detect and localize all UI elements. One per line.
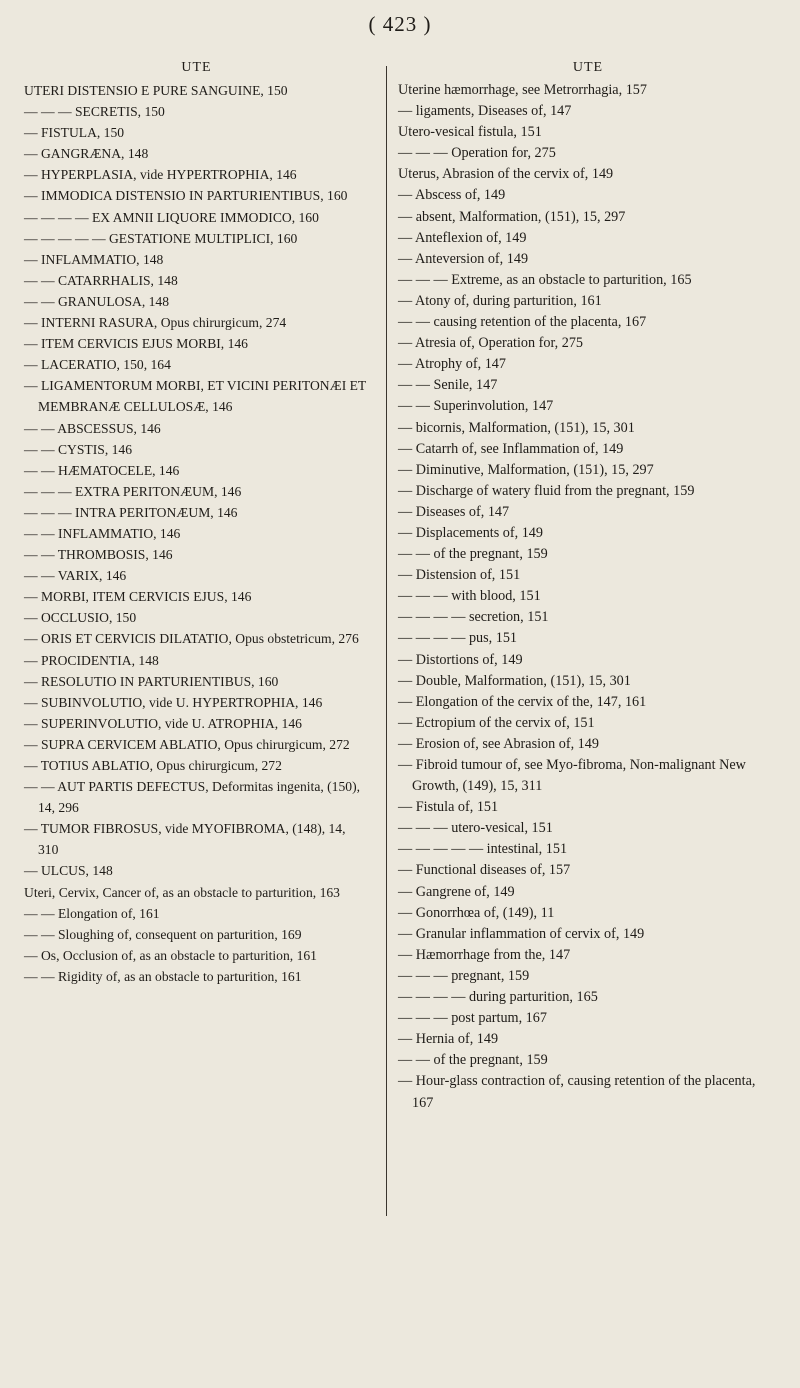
index-entry: — Anteflexion of, 149 <box>398 229 527 246</box>
index-entry: — Atresia of, Operation for, 275 <box>398 335 584 352</box>
right-column <box>398 58 778 1114</box>
index-entry: — — — Operation for, 275 <box>398 145 556 162</box>
index-entry: — SUPRA CERVICEM ABLATIO, Opus chirurgicum, 272 <box>24 736 350 752</box>
index-entry: — Diseases of, 147 <box>398 503 510 520</box>
index-entry: — — — — during parturition, 165 <box>398 989 598 1006</box>
left-column-header: UTE <box>181 60 212 75</box>
index-entry: — Atony of, during parturition, 161 <box>398 292 602 309</box>
right-entry-list <box>398 80 778 1114</box>
index-entry: — RESOLUTIO IN PARTURIENTIBUS, 160 <box>24 673 279 689</box>
index-entry: — Erosion of, see Abrasion of, 149 <box>398 735 599 752</box>
index-entry: — TUMOR FIBROSUS, vide MYOFIBROMA, (148), 14, 310 <box>24 821 346 858</box>
index-entry: — — — — — intestinal, 151 <box>398 841 568 858</box>
index-entry: — Hæmorrhage from the, 147 <box>398 946 571 963</box>
index-entry: — ORIS ET CERVICIS DILATATIO, Opus obstetricum, 276 <box>24 631 359 647</box>
index-entry: — Elongation of the cervix of the, 147, 161 <box>398 693 647 710</box>
index-entry: — — GRANULOSA, 148 <box>24 293 170 309</box>
index-entry: — IMMODICA DISTENSIO IN PARTURIENTIBUS, 160 <box>24 188 348 204</box>
index-entry: UTERI DISTENSIO E PURE SANGUINE, 150 <box>24 83 288 98</box>
index-entry: — Fibroid tumour of, see Myo-fibroma, Non-malignant New Growth, (149), 15, 311 <box>398 757 746 795</box>
index-entry: — — VARIX, 146 <box>24 568 127 584</box>
index-entry: — — CYSTIS, 146 <box>24 441 133 457</box>
index-entry: — — of the pregnant, 159 <box>398 546 548 563</box>
index-entry: Uterine hæmorrhage, see Metrorrhagia, 157 <box>398 82 647 98</box>
index-entry: — Discharge of watery fluid from the pregnant, 159 <box>398 482 695 499</box>
index-entry: — — — Extreme, as an obstacle to parturition, 165 <box>398 271 692 288</box>
index-entry: — Ectropium of the cervix of, 151 <box>398 714 595 731</box>
index-entry: — Hernia of, 149 <box>398 1031 499 1048</box>
index-entry: — Abscess of, 149 <box>398 187 506 204</box>
index-entry: — — ABSCESSUS, 146 <box>24 420 161 436</box>
column-divider <box>386 66 387 1216</box>
index-entry: — LACERATIO, 150, 164 <box>24 357 171 373</box>
index-entry: — PROCIDENTIA, 148 <box>24 652 159 668</box>
index-entry: — — — EXTRA PERITONÆUM, 146 <box>24 483 242 499</box>
index-entry: — — — with blood, 151 <box>398 588 541 605</box>
index-entry: — bicornis, Malformation, (151), 15, 301 <box>398 419 635 436</box>
index-entry: — Catarrh of, see Inflammation of, 149 <box>398 440 624 457</box>
index-entry: — ULCUS, 148 <box>24 863 113 879</box>
left-column <box>24 58 369 987</box>
index-entry: — FISTULA, 150 <box>24 125 125 141</box>
index-entry: — OCCLUSIO, 150 <box>24 610 137 626</box>
index-entry: — Hour-glass contraction of, causing retention of the placenta, 167 <box>398 1073 756 1111</box>
index-entry: — — HÆMATOCELE, 146 <box>24 462 180 478</box>
page-number: ( 423 ) <box>368 12 432 36</box>
index-entry: — — causing retention of the placenta, 167 <box>398 314 647 331</box>
index-entry: — SUBINVOLUTIO, vide U. HYPERTROPHIA, 146 <box>24 694 323 710</box>
index-entry: Uterus, Abrasion of the cervix of, 149 <box>398 166 614 183</box>
index-entry: — HYPERPLASIA, vide HYPERTROPHIA, 146 <box>24 167 297 183</box>
left-entry-list <box>24 80 369 987</box>
index-entry: — — Sloughing of, consequent on parturition, 169 <box>24 926 302 942</box>
index-entry: — LIGAMENTORUM MORBI, ET VICINI PERITONÆI ET MEMBRANÆ CELLULOSÆ, 146 <box>24 378 366 415</box>
index-entry: — Gangrene of, 149 <box>398 883 515 900</box>
index-entry: — — — — — GESTATIONE MULTIPLICI, 160 <box>24 230 298 246</box>
index-entry: — — — pregnant, 159 <box>398 967 530 984</box>
index-entry: — GANGRÆNA, 148 <box>24 146 149 162</box>
index-entry: Utero-vesical fistula, 151 <box>398 124 542 141</box>
index-entry: — — — SECRETIS, 150 <box>24 104 165 120</box>
index-entry: — — — INTRA PERITONÆUM, 146 <box>24 504 238 520</box>
index-entry: — MORBI, ITEM CERVICIS EJUS, 146 <box>24 589 252 605</box>
index-entry: Uteri, Cervix, Cancer of, as an obstacle to parturition, 163 <box>24 884 340 900</box>
index-entry: — — — — secretion, 151 <box>398 609 549 626</box>
index-entry: — Functional diseases of, 157 <box>398 862 571 879</box>
index-entry: — — CATARRHALIS, 148 <box>24 272 178 288</box>
index-entry: — — INFLAMMATIO, 146 <box>24 525 181 541</box>
index-entry: — SUPERINVOLUTIO, vide U. ATROPHIA, 146 <box>24 715 302 731</box>
index-entry: — — — — pus, 151 <box>398 630 518 647</box>
index-entry: — INTERNI RASURA, Opus chirurgicum, 274 <box>24 315 287 331</box>
index-entry: — Anteversion of, 149 <box>398 250 529 267</box>
index-entry: — — THROMBOSIS, 146 <box>24 547 173 563</box>
index-entry: — ligaments, Diseases of, 147 <box>398 103 572 120</box>
index-entry: — ITEM CERVICIS EJUS MORBI, 146 <box>24 336 248 352</box>
index-entry: — INFLAMMATIO, 148 <box>24 251 164 267</box>
index-entry: — Fistula of, 151 <box>398 799 499 816</box>
index-entry: — — — — EX AMNII LIQUORE IMMODICO, 160 <box>24 209 319 225</box>
index-entry: — — AUT PARTIS DEFECTUS, Deformitas ingenita, (150), 14, 296 <box>24 779 360 816</box>
index-entry: — Atrophy of, 147 <box>398 356 506 373</box>
index-entry: — Gonorrhœa of, (149), 11 <box>398 904 555 921</box>
index-entry: — Distension of, 151 <box>398 567 521 584</box>
index-entry: — — — post partum, 167 <box>398 1010 547 1027</box>
index-entry: — — — utero-vesical, 151 <box>398 820 553 837</box>
index-entry: — Distortions of, 149 <box>398 651 523 668</box>
index-entry: — — Senile, 147 <box>398 377 498 394</box>
index-entry: — TOTIUS ABLATIO, Opus chirurgicum, 272 <box>24 758 282 773</box>
index-entry: — Double, Malformation, (151), 15, 301 <box>398 672 631 689</box>
index-entry: — — Superinvolution, 147 <box>398 398 554 415</box>
index-entry: — — of the pregnant, 159 <box>398 1052 548 1069</box>
index-entry: — absent, Malformation, (151), 15, 297 <box>398 208 626 225</box>
index-entry: — — Elongation of, 161 <box>24 905 160 921</box>
index-entry: — Granular inflammation of cervix of, 149 <box>398 925 645 942</box>
right-column-header: UTE <box>572 60 604 75</box>
index-entry: — — Rigidity of, as an obstacle to parturition, 161 <box>24 968 302 984</box>
index-entry: — Os, Occlusion of, as an obstacle to parturition, 161 <box>24 947 317 963</box>
index-entry: — Diminutive, Malformation, (151), 15, 297 <box>398 461 654 478</box>
index-entry: — Displacements of, 149 <box>398 524 543 541</box>
